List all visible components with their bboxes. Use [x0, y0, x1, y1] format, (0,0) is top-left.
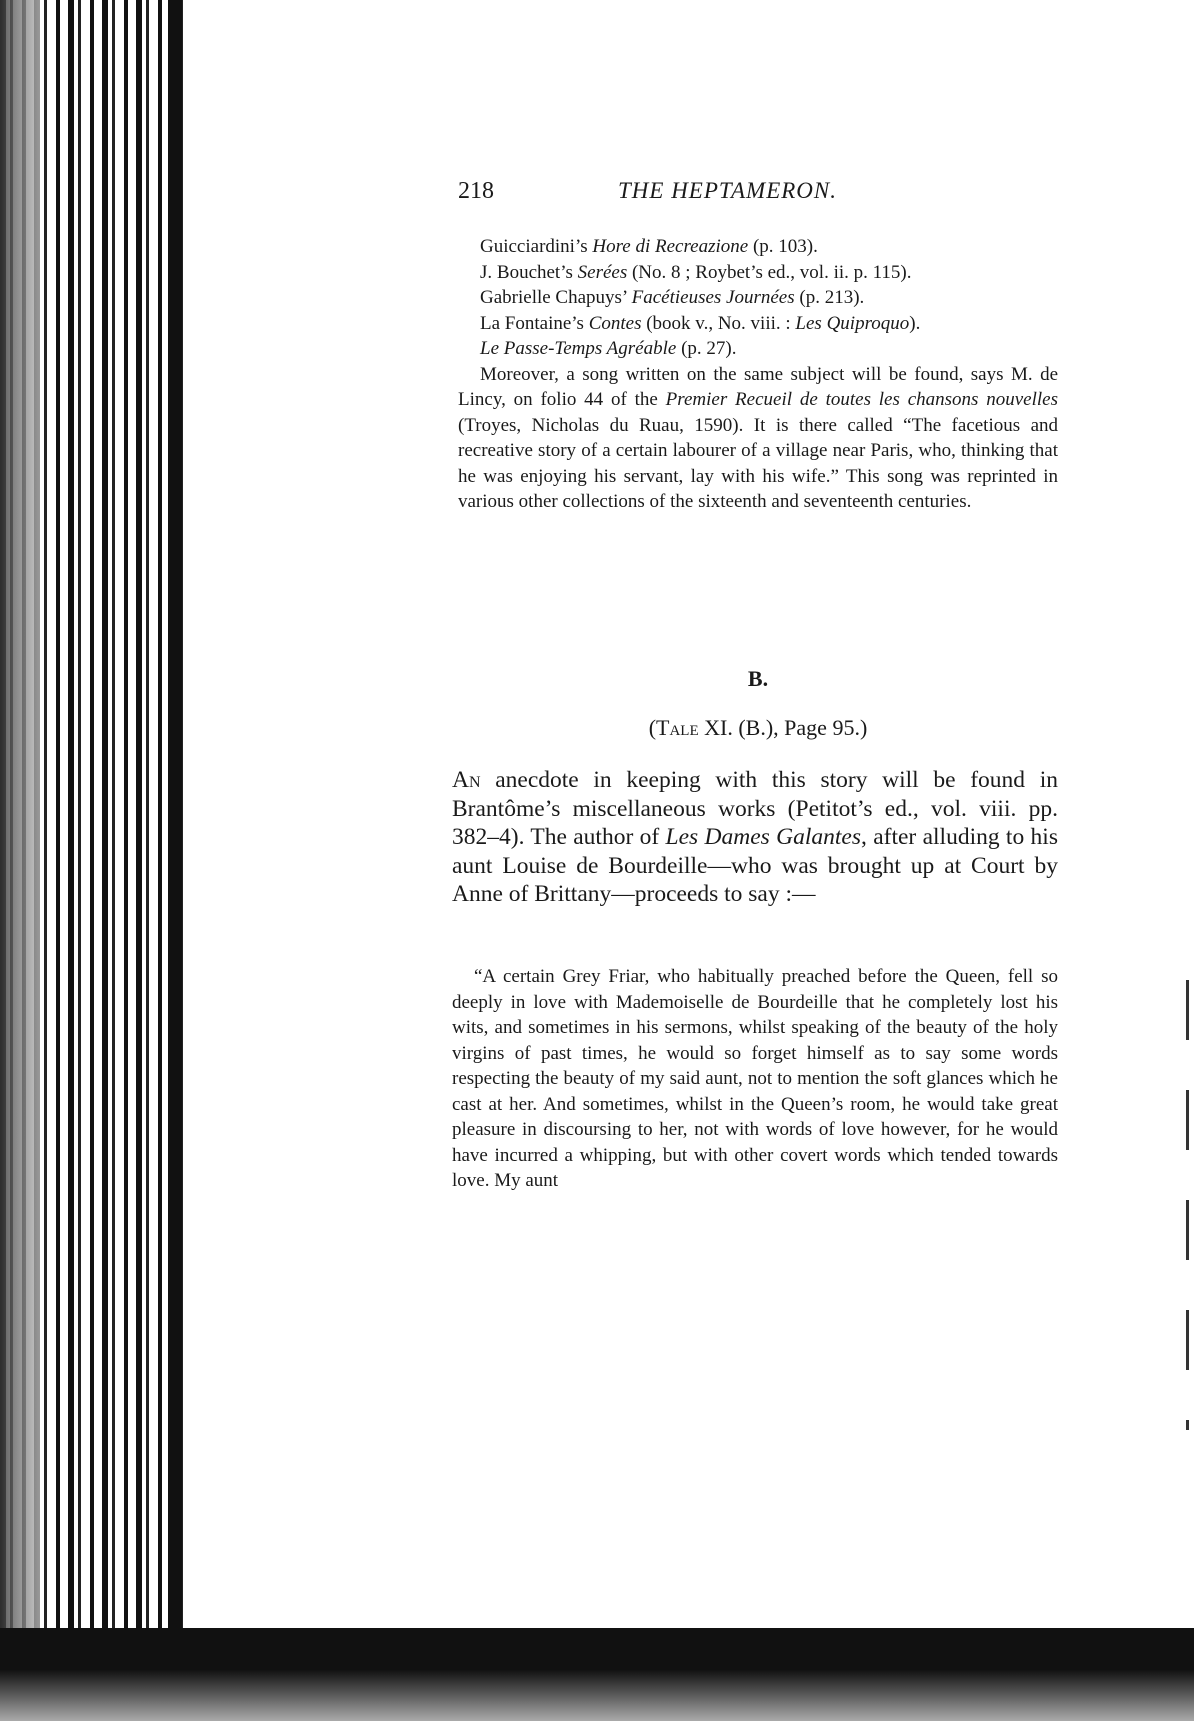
running-head — [458, 178, 1058, 212]
reference-line: La Fontaine’s Contes (book v., No. viii. : Les Quiproquo). — [480, 312, 921, 334]
section-tale-reference: (Tale XI. (B.), Page 95.) — [648, 715, 868, 740]
lead-word: An — [452, 767, 481, 793]
running-head-title: THE HEPTAMERON. — [618, 178, 838, 203]
block-quote: “A certain Grey Friar, who habitually preached before the Queen, fell so deeply in love with Mademoiselle de Bourdeille that he completely lost his wits, and sometimes in his sermons, whilst speaking of the beauty of the holy virgins of past times, he would so forget himself as to say some words respecting the beauty of my said aunt, not to mention the soft glances which he cast at her. And sometimes, whilst in the Queen’s room, he would take great pleasure in discoursing to her, not with words of love however, for he would have incurred a whipping, but with other covert words which tended towards love. My aunt — [452, 966, 1058, 1191]
page-number: 218 — [458, 178, 494, 204]
body-paragraph: An anecdote in keeping with this story will be found in Brantôme’s miscellaneous works (Petitot’s ed., vol. viii. pp. 382–4). The author of Les Dames Galantes, after alluding to his aunt Louise de Bourdeille—who was brought up at Court by Anne of Brittany—proceeds to say :— — [452, 767, 1058, 907]
reference-line: J. Bouchet’s Serées (No. 8 ; Roybet’s ed., vol. ii. p. 115). — [480, 261, 912, 283]
reference-line: Guicciardini’s Hore di Recreazione (p. 103). — [480, 236, 818, 257]
notes-block — [458, 234, 1058, 515]
note-paragraph: Moreover, a song written on the same subject will be found, says M. de Lincy, on folio 44 of the Premier Recueil de toutes les chansons nouvelles (Troyes, Nicholas du Ruau, 1590). It is there called “The facetious and recreative story of a certain labourer of a village near Paris, who, thinking that he was enjoying his servant, lay with his wife.” This song was reprinted in various other collections of the sixteenth and seventeenth centuries. — [458, 363, 1058, 512]
section-heading: B. — [747, 666, 769, 691]
reference-line: Gabrielle Chapuys’ Facétieuses Journées (p. 213). — [480, 287, 865, 308]
reference-line: Le Passe-Temps Agréable (p. 27). — [480, 338, 737, 359]
